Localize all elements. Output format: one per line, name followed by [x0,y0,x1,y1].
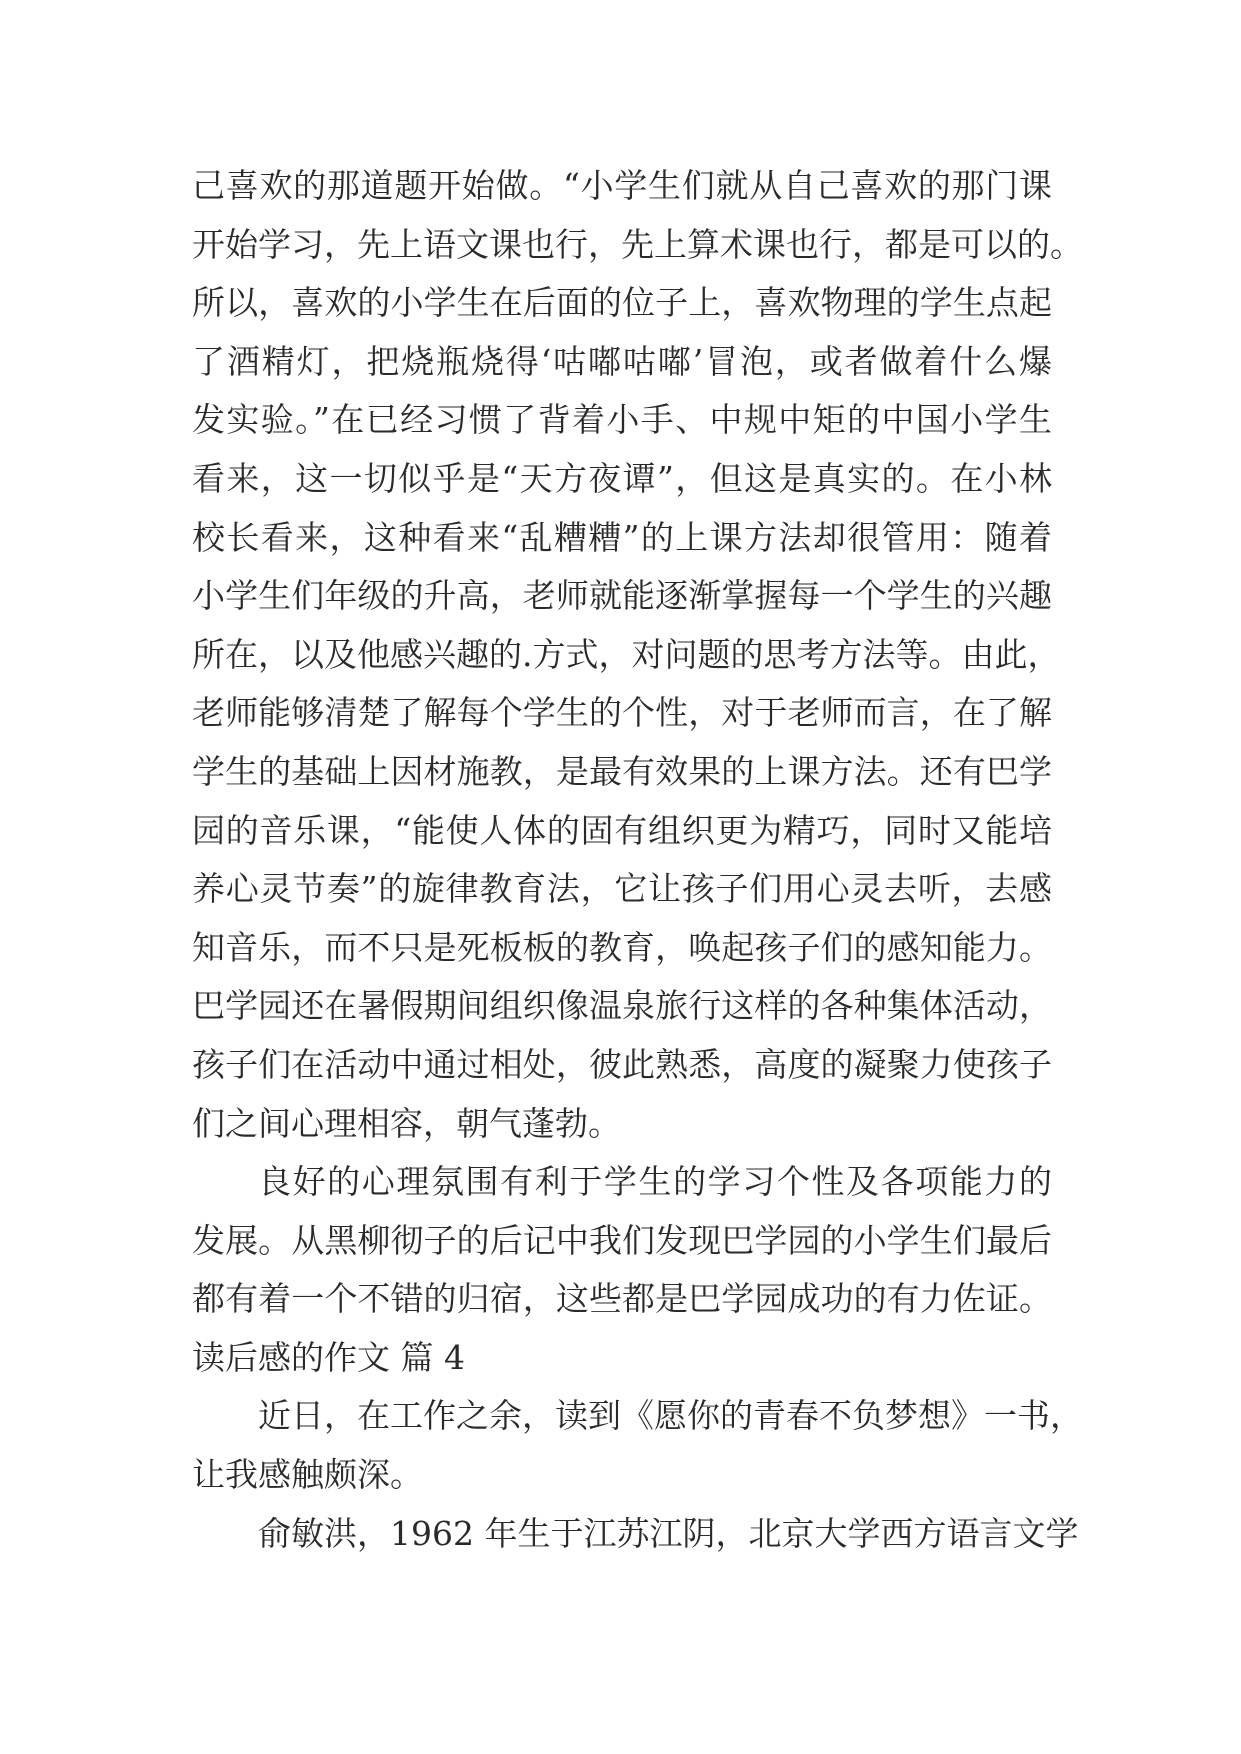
text-line: 学生的基础上因材施教，是最有效果的上课方法。还有巴学 [192,751,1052,791]
text-line: 所以，喜欢的小学生在后面的位子上，喜欢物理的学生点起 [192,283,1052,323]
section-heading: 读后感的作文 篇 4 [192,1337,465,1377]
paragraph-first-line: 近日，在工作之余，读到《愿你的青春不负梦想》一书， [258,1396,1083,1436]
paragraph-first-line: 俞敏洪，1962 年生于江苏江阴，北京大学西方语言文学 [258,1513,1079,1553]
text-line: 孩子们在活动中通过相处，彼此熟悉，高度的凝聚力使孩子 [192,1044,1052,1084]
document-body [192,157,1083,1563]
text-line: 小学生们年级的升高，老师就能逐渐掌握每一个学生的兴趣 [192,576,1052,616]
text-line: 发展。从黑柳彻子的后记中我们发现巴学园的小学生们最后 [192,1220,1052,1260]
text-line: 己喜欢的那道题开始做。“小学生们就从自己喜欢的那门课 [192,166,1052,205]
text-line: 园的音乐课，“能使人体的固有组织更为精巧，同时又能培 [192,810,1052,850]
text-line: 养心灵节奏”的旋律教育法，它让孩子们用心灵去听，去感 [192,869,1052,909]
text-line: 老师能够清楚了解每个学生的个性，对于老师而言，在了解 [192,693,1052,733]
text-line: 知音乐，而不只是死板板的教育，唤起孩子们的感知能力。 [192,927,1052,967]
text-line: 们之间心理相容，朝气蓬勃。 [192,1103,621,1143]
text-line: 让我感触颇深。 [192,1455,423,1495]
text-line: 了酒精灯，把烧瓶烧得‘咕嘟咕嘟’冒泡，或者做着什么爆 [192,341,1052,381]
text-line: 所在，以及他感兴趣的.方式，对问题的思考方法等。由此， [192,634,1061,674]
text-line: 开始学习，先上语文课也行，先上算术课也行，都是可以的。 [192,224,1083,264]
text-line: 都有着一个不错的归宿，这些都是巴学园成功的有力佐证。 [192,1279,1052,1319]
text-line: 校长看来，这种看来“乱糟糟”的上课方法却很管用：随着 [192,517,1052,557]
text-line: 发实验。”在已经习惯了背着小手、中规中矩的中国小学生 [192,400,1052,440]
paragraph-first-line: 良好的心理氛围有利于学生的学习个性及各项能力的 [258,1162,1052,1202]
text-line: 巴学园还在暑假期间组织像温泉旅行这样的各种集体活动， [192,986,1052,1026]
text-line: 看来，这一切似乎是“天方夜谭”，但这是真实的。在小林 [192,458,1052,498]
